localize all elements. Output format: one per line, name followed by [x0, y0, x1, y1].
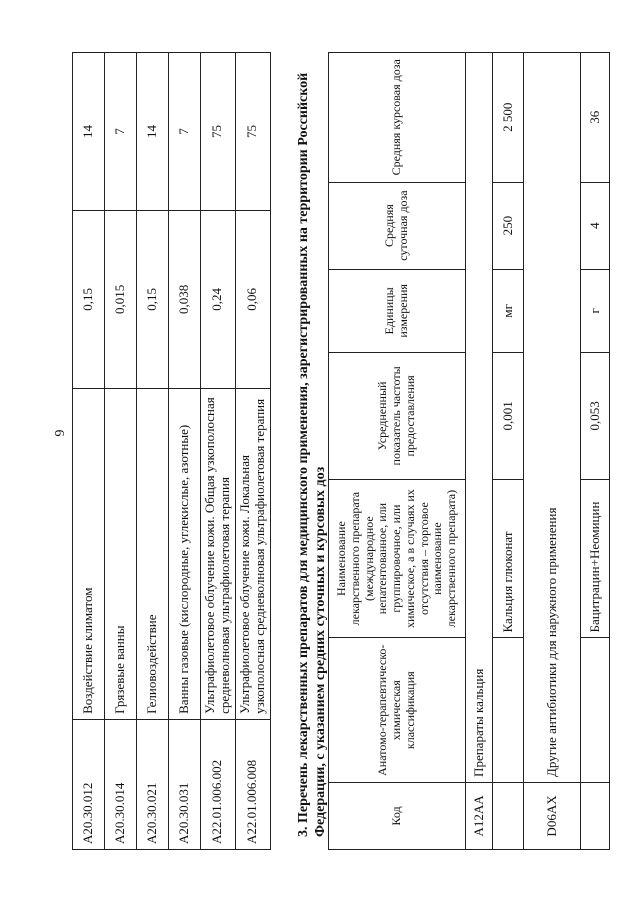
header-code: Код [329, 782, 466, 849]
table-row [105, 53, 137, 850]
cell-frequency: 0,053 [581, 353, 610, 480]
drugs-table-header [329, 53, 466, 850]
cell-multiplicity: 14 [73, 53, 105, 211]
table-row [137, 53, 169, 850]
cell-multiplicity: 7 [169, 53, 201, 211]
drugs-table [328, 52, 610, 850]
cell-course-dose: 2 500 [493, 53, 524, 183]
table-row [73, 53, 105, 850]
cell-code: A20.30.031 [169, 719, 201, 849]
table-row [235, 53, 270, 850]
table-row [581, 53, 610, 850]
cell-frequency: 0,001 [493, 353, 524, 480]
cell-service-name: Грязевые ванны [105, 388, 137, 719]
page-number: 6 [51, 429, 66, 437]
header-course-dose: Средняя курсовая доза [329, 53, 466, 183]
cell-service-name: Гелиовоздействие [137, 388, 169, 719]
cell-code [493, 782, 524, 849]
cell-atc [581, 638, 610, 782]
table-row [493, 53, 524, 850]
cell-multiplicity: 14 [137, 53, 169, 211]
header-daily-dose: Средняя суточная доза [329, 182, 466, 269]
cell-frequency: 0,15 [73, 211, 105, 389]
header-atc: Анатомо-терапевтическо-химическая классификация [329, 638, 466, 782]
table-row [169, 53, 201, 850]
cell-code: A20.30.021 [137, 719, 169, 849]
cell-service-name: Ванны газовые (кислородные, углекислые, азотные) [169, 388, 201, 719]
cell-unit: г [581, 269, 610, 353]
section-3-heading: 3. Перечень лекарственных препаратов для медицинского применения, зарегистрированных на территории Российской Федерации, с указанием средних суточных и курсовых доз [296, 72, 328, 837]
header-unit: Единицы измерения [329, 269, 466, 353]
cell-frequency: 0,24 [201, 211, 236, 389]
cell-service-name: Воздействие климатом [73, 388, 105, 719]
cell-frequency: 0,015 [105, 211, 137, 389]
header-frequency: Усредненный показатель частоты предоставления [329, 353, 466, 480]
cell-code: A20.30.014 [105, 719, 137, 849]
cell-code: A22.01.006.008 [235, 719, 270, 849]
cell-code: A12AA [466, 782, 493, 849]
table-row [524, 53, 581, 850]
cell-multiplicity: 7 [105, 53, 137, 211]
cell-frequency: 0,038 [169, 211, 201, 389]
cell-multiplicity: 75 [201, 53, 236, 211]
cell-atc [493, 638, 524, 782]
cell-unit: мг [493, 269, 524, 353]
cell-drug-name: Бацитрацин+Неомицин [581, 479, 610, 638]
services-table [72, 52, 271, 850]
cell-daily-dose: 4 [581, 182, 610, 269]
cell-code: A20.30.012 [73, 719, 105, 849]
cell-service-name: Ультрафиолетовое облучение кожи. Общая узкополосная средневолновая ультрафиолетовая терапия [201, 388, 236, 719]
cell-course-dose: 36 [581, 53, 610, 183]
cell-code: D06AX [524, 782, 581, 849]
cell-atc: Препараты кальция [466, 53, 493, 783]
cell-drug-name: Кальция глюконат [493, 479, 524, 638]
cell-frequency: 0,15 [137, 211, 169, 389]
cell-atc: Другие антибиотики для наружного применения [524, 53, 581, 783]
cell-service-name: Ультрафиолетовое облучение кожи. Локальная узкополосная средневолновая ультрафиолетовая терапия [235, 388, 270, 719]
cell-daily-dose: 250 [493, 182, 524, 269]
table-row [466, 53, 493, 850]
cell-code: A22.01.006.002 [201, 719, 236, 849]
table-row [201, 53, 236, 850]
cell-code [581, 782, 610, 849]
cell-multiplicity: 75 [235, 53, 270, 211]
cell-frequency: 0,06 [235, 211, 270, 389]
header-drug-name: Наименование лекарственного препарата (международное непатентованное, или группировочное, или химическое, а в случаях их отсутствия – торговое наименование лекарственного препарата) [329, 479, 466, 638]
